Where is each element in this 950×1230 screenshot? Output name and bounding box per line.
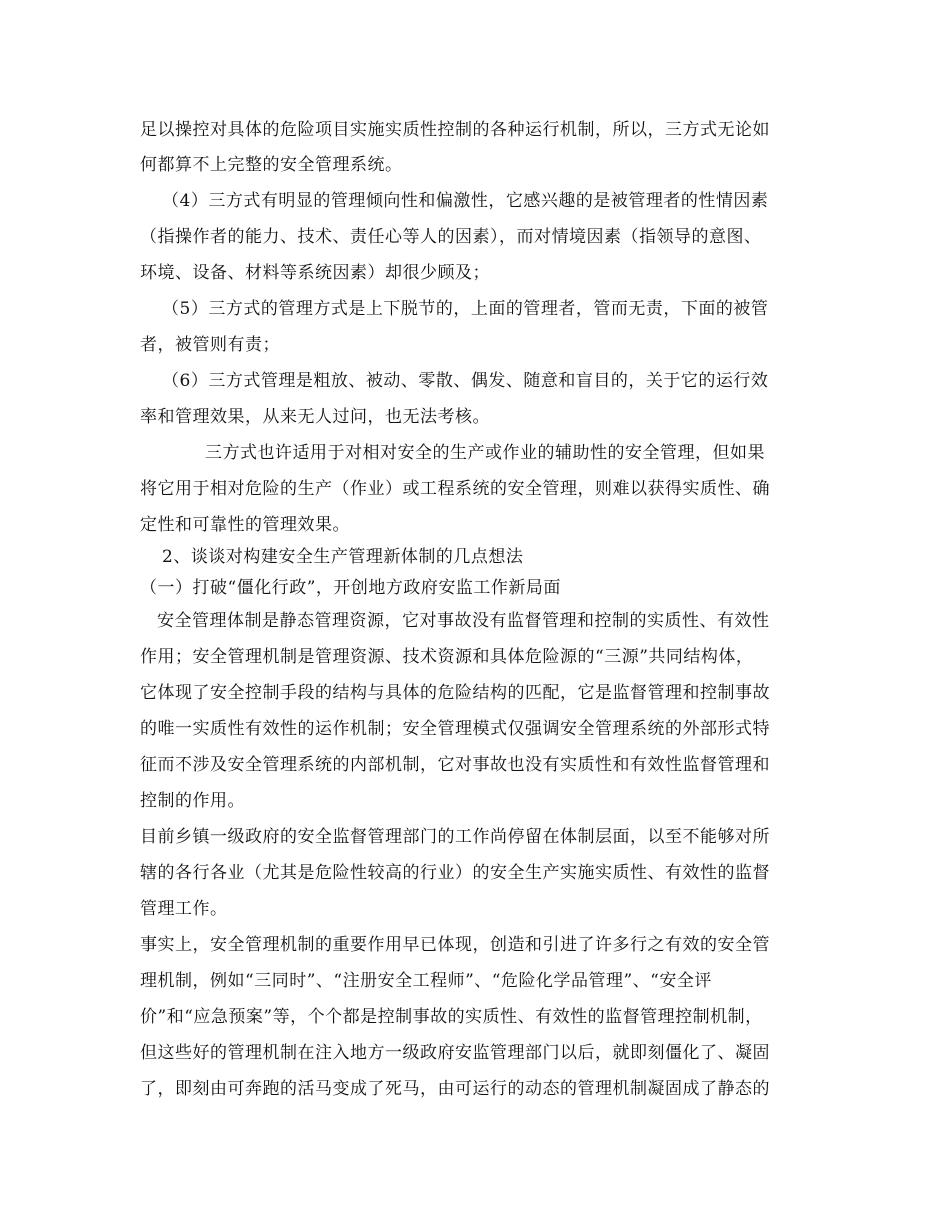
section-heading: 2、谈谈对构建安全生产管理新体制的几点想法 bbox=[162, 547, 524, 567]
text-line: 何都算不上完整的安全管理系统。 bbox=[140, 155, 403, 175]
text-line: 作用；安全管理机制是管理资源、技术资源和具体危险源的“三源”共同结构体， bbox=[140, 647, 754, 667]
text-line: 三方式也许适用于对相对安全的生产或作业的辅助性的安全管理，但如果 bbox=[205, 443, 765, 463]
text-line: 管理工作。 bbox=[140, 899, 228, 919]
text-line: （6）三方式管理是粗放、被动、零散、偶发、随意和盲目的，关于它的运行效 bbox=[162, 371, 769, 391]
text-line: 的唯一实质性有效性的运作机制；安全管理模式仅强调安全管理系统的外部形式特 bbox=[140, 719, 770, 739]
text-line: 辖的各行各业（尤其是危险性较高的行业）的安全生产实施实质性、有效性的监督 bbox=[140, 863, 770, 883]
text-line: 理机制，例如“三同时”、“注册安全工程师”、“危险化学品管理”、“安全评 bbox=[140, 971, 712, 991]
text-line: 足以操控对具体的危险项目实施实质性控制的各种运行机制，所以，三方式无论如 bbox=[140, 120, 770, 140]
text-line: 征而不涉及安全管理系统的内部机制，它对事故也没有实质性和有效性监督管理和 bbox=[140, 755, 770, 775]
text-line: （指操作者的能力、技术、责任心等人的因素），而对情境因素（指领导的意图、 bbox=[140, 227, 762, 247]
text-line: 安全管理体制是静态管理资源，它对事故没有监督管理和控制的实质性、有效性 bbox=[157, 611, 770, 631]
text-line: 控制的作用。 bbox=[140, 791, 245, 811]
text-line: 将它用于相对危险的生产（作业）或工程系统的安全管理，则难以获得实质性、确 bbox=[140, 479, 770, 499]
subsection-heading: （一）打破“僵化行政”，开创地方政府安监工作新局面 bbox=[140, 578, 561, 598]
text-line: 目前乡镇一级政府的安全监督管理部门的工作尚停留在体制层面，以至不能够对所 bbox=[140, 827, 770, 847]
text-line: （4）三方式有明显的管理倾向性和偏激性，它感兴趣的是被管理者的性情因素 bbox=[162, 191, 769, 211]
text-line: 它体现了安全控制手段的结构与具体的危险结构的匹配，它是监督管理和控制事故 bbox=[140, 683, 770, 703]
text-line: 了，即刻由可奔跑的活马变成了死马，由可运行的动态的管理机制凝固成了静态的 bbox=[140, 1079, 770, 1099]
text-line: 者，被管则有责； bbox=[140, 335, 280, 355]
text-line: 价”和“应急预案”等，个个都是控制事故的实质性、有效性的监督管理控制机制， bbox=[140, 1007, 763, 1027]
text-line: 定性和可靠性的管理效果。 bbox=[140, 515, 350, 535]
text-line: 事实上，安全管理机制的重要作用早已体现，创造和引进了许多行之有效的安全管 bbox=[140, 935, 770, 955]
text-line: 环境、设备、材料等系统因素）却很少顾及； bbox=[140, 263, 490, 283]
text-line: 但这些好的管理机制在注入地方一级政府安监管理部门以后，就即刻僵化了、凝固 bbox=[140, 1043, 770, 1063]
text-line: （5）三方式的管理方式是上下脱节的，上面的管理者，管而无责，下面的被管 bbox=[162, 299, 769, 319]
text-line: 率和管理效果，从来无人过问，也无法考核。 bbox=[140, 407, 490, 427]
